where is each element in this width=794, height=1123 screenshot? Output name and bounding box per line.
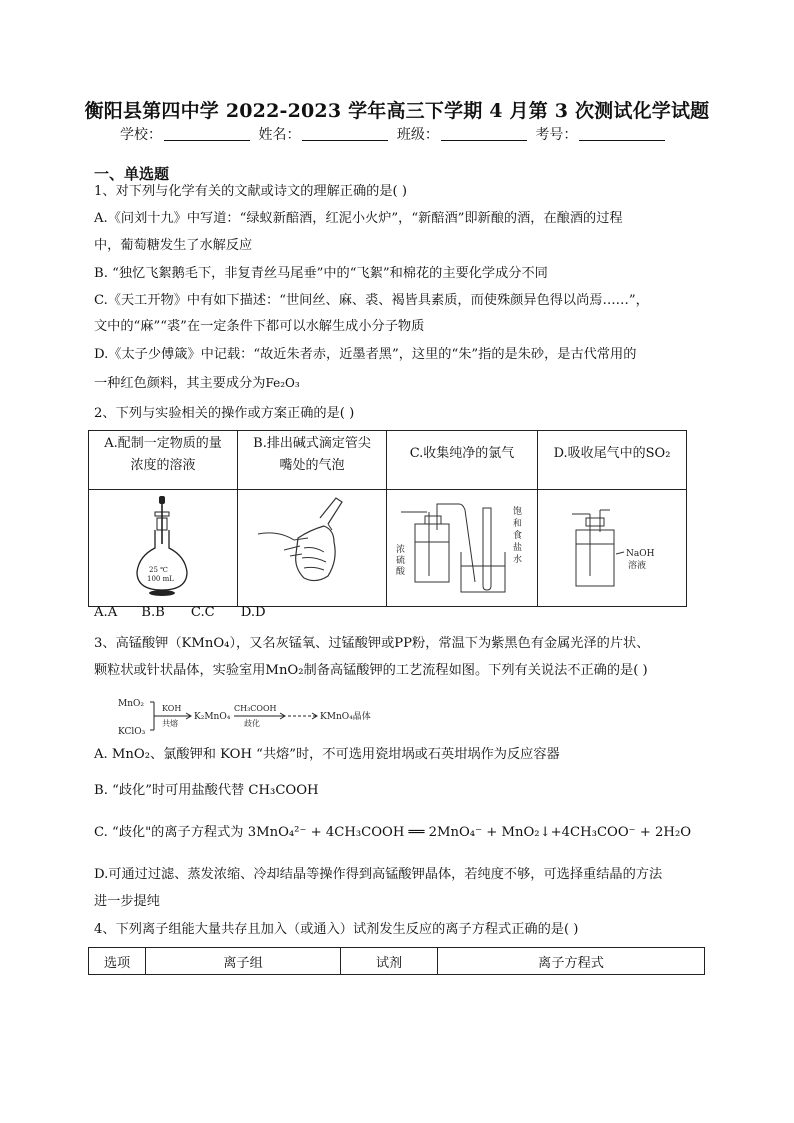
section-heading: 一、单选题	[94, 165, 170, 183]
class-label: 班级：	[396, 127, 439, 143]
q1-option-a-line2: 中，葡萄糖发生了水解反应	[94, 238, 253, 253]
ion-col-ions: 离子组	[146, 948, 341, 975]
flow-step1-reagent: KOH	[162, 704, 182, 713]
svg-text:酸: 酸	[396, 567, 406, 577]
q3-option-d-line1: D.可通过过滤、蒸发浓缩、冷却结晶等操作得到高锰酸钾晶体，若纯度不够，可选择重结晶的方法	[94, 867, 663, 882]
class-blank	[441, 126, 527, 141]
name-label: 姓名：	[258, 127, 301, 143]
q3-option-b: B. “歧化”时可用盐酸代替 CH₃COOH	[94, 783, 319, 798]
q3-stem-line2: 颗粒状或针状晶体，实验室用MnO₂制备高锰酸钾的工艺流程如图。下列有关说法不正确的是( )	[94, 663, 648, 678]
so2-absorption-figure	[538, 490, 687, 607]
svg-text:盐: 盐	[513, 543, 523, 553]
svg-text:水: 水	[513, 555, 523, 565]
q1-option-b: B. “独忆飞絮鹅毛下，非复青丝马尾垂”中的“飞絮”和棉花的主要化学成分不同	[94, 266, 548, 281]
number-label: 考号：	[535, 127, 578, 143]
q1-option-d-text: 一种红色颜料，其主要成分为	[94, 376, 266, 391]
gas-bottle-icon	[387, 490, 537, 602]
svg-text:溶液: 溶液	[628, 561, 647, 571]
student-info	[120, 124, 669, 144]
flow-intermediate: K₂MnO₄	[194, 712, 231, 722]
q1-option-a-line1: A.《问刘十九》中写道：“绿蚁新醅酒，红泥小火炉”，“新醅酒”即新酿的酒，在酿酒的过程	[94, 211, 623, 226]
svg-text:和: 和	[513, 519, 523, 529]
q1-option-c-line2: 文中的“麻”“裘”在一定条件下都可以水解生成小分子物质	[94, 319, 425, 334]
exp-header-b: B.排出碱式滴定管尖 嘴处的气泡	[238, 431, 387, 490]
q1-option-d-line1: D.《太子少傅箴》中记载：“故近朱者赤，近墨者黑”，这里的“朱”指的是朱砂，是古代常用的	[94, 347, 637, 362]
q3-option-a: A. MnO₂、氯酸钾和 KOH “共熔”时，不可选用瓷坩埚或石英坩埚作为反应容器	[94, 747, 560, 762]
exp-header-a: A.配制一定物质的量 浓度的溶液	[89, 431, 238, 490]
q3-option-c: C. “歧化"的离子方程式为 3MnO₄²⁻ + 4CH₃COOH ══ 2MnO₄⁻ + MnO₂↓+4CH₃COO⁻ + 2H₂O	[94, 825, 692, 840]
process-flow-diagram	[118, 692, 448, 740]
svg-text:浓: 浓	[396, 545, 406, 555]
fe2o3-formula: Fe₂O₃	[265, 376, 300, 390]
q2-options	[94, 604, 266, 622]
ion-col-option: 选项	[89, 948, 146, 975]
flow-step2-reagent: CH₃COOH	[234, 704, 277, 713]
svg-text:饱: 饱	[513, 507, 523, 517]
svg-text:食: 食	[513, 531, 523, 541]
q1-stem: 1、对下列与化学有关的文献或诗文的理解正确的是( )	[94, 184, 407, 199]
svg-text:100 mL: 100 mL	[147, 575, 174, 583]
flow-step2-op: 歧化	[244, 719, 260, 728]
name-blank	[302, 126, 388, 141]
q1-option-d-line2	[94, 374, 300, 393]
q2-option-d: D.D	[240, 605, 266, 620]
svg-text:硫: 硫	[396, 556, 406, 566]
volumetric-flask-icon	[89, 490, 237, 602]
experiment-table	[88, 430, 687, 607]
flow-input-kclo3: KClO₃	[118, 727, 146, 737]
q2-option-a: A.A	[94, 605, 118, 620]
page-title: 衡阳县第四中学 2022-2023 学年高三下学期 4 月第 3 次测试化学试题	[84, 100, 710, 122]
q3-stem-line1: 3、高锰酸钾（KMnO₄），又名灰锰氧、过锰酸钾或PP粉，常温下为紫黑色有金属光泽的片状、	[94, 636, 650, 651]
school-blank	[164, 126, 250, 141]
ion-col-reagent: 试剂	[341, 948, 438, 975]
burette-hand-icon	[238, 490, 386, 602]
q2-stem: 2、下列与实验相关的操作或方案正确的是( )	[94, 406, 355, 421]
exp-header-d: D.吸收尾气中的SO₂	[538, 431, 687, 490]
q4-stem: 4、下列离子组能大量共存且加入（或通入）试剂发生反应的离子方程式正确的是( )	[94, 922, 579, 937]
q2-option-b: B.B	[141, 605, 165, 620]
chlorine-collection-figure	[387, 490, 538, 607]
exp-header-c: C.收集纯净的氯气	[387, 431, 538, 490]
ion-table	[88, 947, 705, 975]
burette-hand-figure	[238, 490, 387, 607]
svg-text:NaOH: NaOH	[626, 549, 655, 559]
absorption-bottle-icon	[538, 490, 686, 602]
ion-col-equation: 离子方程式	[438, 948, 705, 975]
flow-input-mno2: MnO₂	[118, 699, 144, 709]
flow-step1-op: 共熔	[162, 719, 178, 728]
q3-option-d-line2: 进一步提纯	[94, 894, 160, 909]
q1-option-c-line1: C.《天工开物》中有如下描述：“世间丝、麻、裘、褐皆具素质，而使殊颜异色得以尚焉……”，	[94, 293, 649, 308]
flow-output: KMnO₄晶体	[320, 712, 371, 722]
school-label: 学校：	[120, 127, 162, 143]
q2-option-c: C.C	[190, 605, 215, 620]
svg-text:25 ℃: 25 ℃	[149, 566, 168, 574]
number-blank	[579, 126, 665, 141]
volumetric-flask-figure	[89, 490, 238, 607]
